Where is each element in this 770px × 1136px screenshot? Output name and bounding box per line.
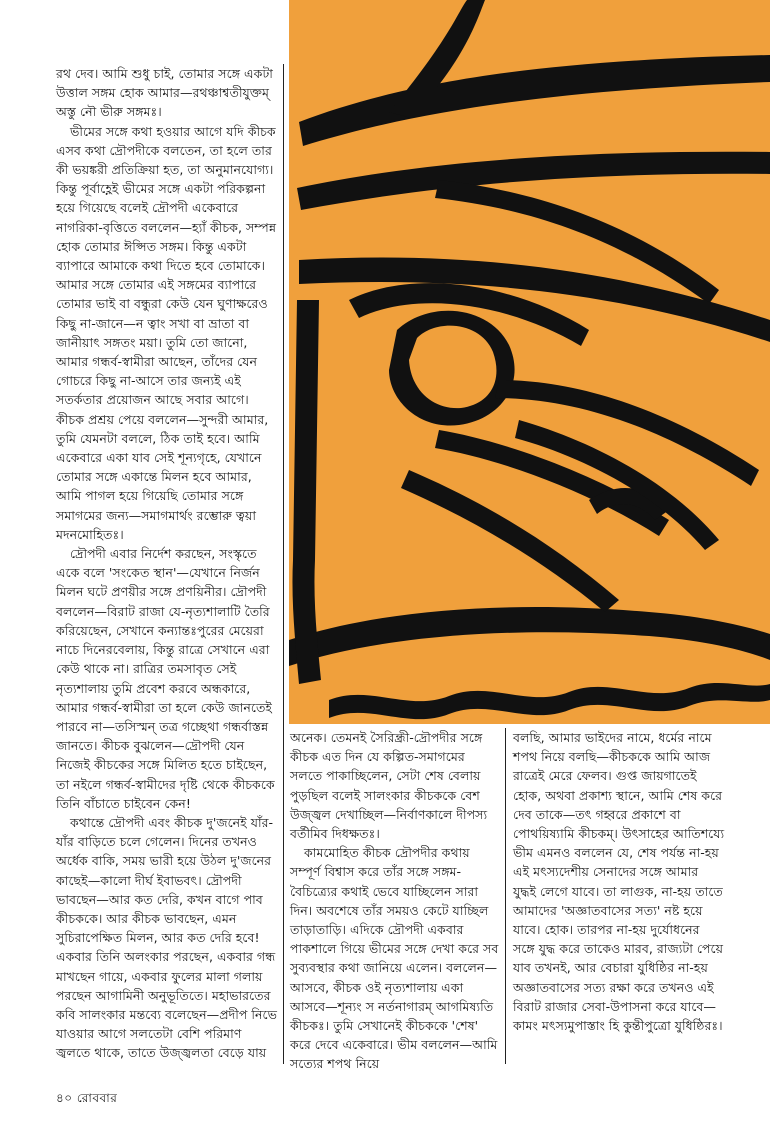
paragraph: ভীমের সঙ্গে কথা হওয়ার আগে যদি কীচক এসব কথা দ্রৌপদীকে বলতেন, তা হলে তার কী ভয়ঙ্করী প্রতিক্রিয়া হত, তা অনুমানযোগ্য। কিন্তু পূর্বাহ্ণেই ভীমের সঙ্গে একটা পরিকল্পনা হয়ে গিয়েছে বলেই দ্রৌপদী একেবারে নাগরিকা-বৃত্তিতে বললেন—হ্যাঁ কীচক, সম্পন্ন হোক তোমার ঈপ্সিত সঙ্গম। কিন্তু একটা ব্যাপারে আমাকে কথা দিতে হবে তোমাকে। আমার সঙ্গে তোমার এই সঙ্গমের ব্যাপারে তোমার ভাই বা বন্ধুরা কেউ যেন ঘুণাক্ষরেও কিছু না-জানে—ন ত্বাং সখা বা ভ্রাতা বা জানীয়াৎ সঙ্গতং ময়া। তুমি তো জানো, আমার গন্ধর্ব-স্বামীরা আছেন, তাঁদের যেন গোচরে কিছু না-আসে তার জন্যই এই সতর্কতার প্রয়োজন আছে সবার আগে। কীচক প্রশ্রয় পেয়ে বললেন—সুন্দরী আমার, তুমি যেমনটা বললে, ঠিক তাই হবে। আমি একেবারে একা যাব সেই শূন্যগৃহে, যেখানে তোমার সঙ্গে একান্তে মিলন হবে আমার, আমি পাগল হয়ে গিয়েছি তোমার সঙ্গে সমাগমের জন্য—সমাগমার্থং রম্ভোরু ত্বয়া মদনমোহিতঃ। — [56, 123, 277, 542]
paragraph: দ্রৌপদী এবার নির্দেশ করছেন, সংস্কৃতে একে বলে 'সংকেত স্থান'—যেখানে নির্জন মিলন ঘটে প্রণয়ীর সঙ্গে প্রণয়িনীর। দ্রৌপদী বললেন—বিরাট রাজা যে-নৃত্যশালাটি তৈরি করিয়েছেন, সেখানে কন্যান্তঃপুরের মেয়েরা নাচে দিনেরবেলায়, কিন্তু রাত্রে সেখানে এরা কেউ থাকে না। রাত্রির তমসাবৃত সেই নৃত্যশালায় তুমি প্রবেশ করবে অন্ধকারে, আমার গন্ধর্ব-স্বামীরা তা হলে কেউ জানতেই পারবে না—তসিস্মন্‌ তত্র গচ্ছেথা গন্ধর্বাস্তন্ন জানতে। কীচক বুঝলেন—দ্রৌপদী যেন নিজেই কীচকের সঙ্গে মিলিত হতে চাইছেন, তা নইলে গন্ধর্ব-স্বামীদের দৃষ্টি থেকে কীচককে তিনি বাঁচাতে চাইবেন কেন! — [56, 546, 275, 811]
column-divider-2 — [505, 728, 506, 1064]
paragraph: কামমোহিত কীচক দ্রৌপদীর কথায় সম্পূর্ণ বিশ্বাস করে তাঁর সঙ্গে সঙ্গম-বৈচিত্র্যের কথাই ভেবে যাচ্ছিলেন সারা দিন। অবশেষে তাঁর সময়ও কেটে যাচ্ছিল তাড়াতাড়ি। এদিকে দ্রৌপদী একবার পাকশালে গিয়ে ভীমের সঙ্গে দেখা করে সব সুব্যবস্থার কথা জানিয়ে এলেন। বললেন—আসবে, কীচক ওই নৃত্যশালায় একা আসবে—শূন্যং স নর্তনাগারম্‌ আগমিষ্যতি কীচকঃ। তুমি সেখানেই কীচককে 'শেষ' করে দেবে একেবারে। ভীম বললেন—আমি সত্যের শপথ নিয়ে — [290, 845, 499, 1072]
text-column-1 — [56, 64, 278, 1063]
paragraph: বলছি, আমার ভাইদের নামে, ধর্মের নামে শপথ নিয়ে বলছি—কীচককে আমি আজ রাত্রেই মেরে ফেলব। গুপ্ত জায়গাতেই হোক, অথবা প্রকাশ্য স্থানে, আমি শেষ করে দেব তাকে—তৎ গহ্বরে প্রকাশে বা পোথয়িষ্যামি কীচকম্‌। উৎসাহের আতিশয্যে ভীম এমনও বললেন যে, শেষ পর্যন্ত না-হয় এই মৎস্যদেশীয় সেনাদের সঙ্গে আমার যুদ্ধই লেগে যাবে। তা লাগুক, না-হয় তাতে আমাদের 'অজ্ঞাতবাসের সত্য' নষ্ট হয়ে যাবে। হোক। তারপর না-হয় দুর্যোধনের সঙ্গে যুদ্ধ করে তাকেও মারব, রাজ্যটা পেয়ে যাব তখনই, আর বেচারা যুধিষ্ঠির না-হয় অজ্ঞাতবাসের সত্য রক্ষা করে তখনও এই বিরাট রাজার সেবা-উপাসনা করে যাবে—কামং মৎস্যমুপাস্তাং হি কুন্তীপুত্রো যুধিষ্ঠিরঃ। — [513, 730, 725, 1034]
paragraph: কথান্তে দ্রৌপদী এবং কীচক দু'জনেই যাঁর-যাঁর বাড়িতে চলে গেলেন। দিনের তখনও অর্ধেক বাকি, সময় ভারী হয়ে উঠল দু'জনের কাছেই—কালো দীর্ঘ ইবাভবৎ। দ্রৌপদী ভাবছেন—আর কত দেরি, কখন বাগে পাব কীচককে। আর কীচক ভাবছেন, এমন সুচিরাপেক্ষিত মিলন, আর কত দেরি হবে! একবার তিনি অলংকার পরছেন, একবার গন্ধ মাখছেন গায়ে, একবার ফুলের মালা গলায় পরছেন আগামিনী অনুভূতিতে। মহাভারতের কবি সালংকার মন্তব্যে বলেছেন—প্রদীপ নিভে যাওয়ার আগে সলতেটা বেশি পরিমাণ জ্বলতে থাকে, তাতে উজ্জ্বলতা বেড়ে যায় — [56, 814, 277, 1061]
column-divider-1 — [283, 64, 284, 1064]
illustration-sleeping-figure — [289, 0, 770, 724]
text-column-3 — [513, 728, 725, 1035]
paragraph: অনেক। তেমনই সৈরিন্ধ্রী-দ্রৌপদীর সঙ্গে কীচক এত দিন যে কল্পিত-সমাগমের সলতে পাকাচ্ছিলেন, সেটা শেষ বেলায় পুড়ছিল বলেই সালংকার কীচককে বেশ উজ্জ্বল দেখাচ্ছিল—নির্বাণকালে দীপস্য বর্তীমিব দিধক্ষতঃ। — [290, 730, 488, 842]
paragraph: রথ দেব। আমি শুধু চাই, তোমার সঙ্গে একটা উত্তাল সঙ্গম হোক আমার—রথঞ্চাশ্বতীযুক্তম্‌ অস্তু নৌ ভীরু সঙ্গমঃ। — [56, 66, 273, 120]
text-column-2 — [290, 728, 500, 1074]
page-folio: ৪০ রোববার — [56, 1091, 118, 1105]
